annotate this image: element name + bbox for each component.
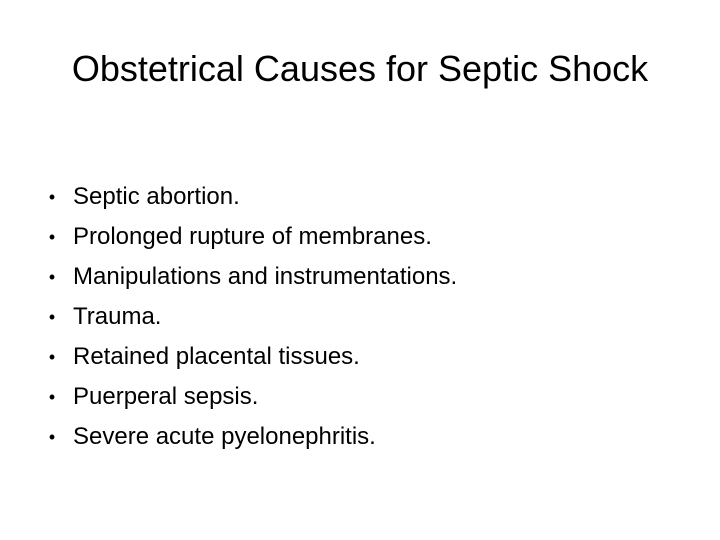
bullet-icon: • (48, 347, 56, 367)
bullet-icon: • (48, 387, 56, 407)
bullet-text: Prolonged rupture of membranes. (73, 223, 432, 250)
bullet-text: Septic abortion. (73, 183, 240, 210)
bullet-icon: • (48, 427, 56, 447)
bullet-text: Trauma. (73, 303, 162, 330)
bullet-text: Manipulations and instrumentations. (73, 263, 458, 290)
bullet-icon: • (48, 267, 56, 287)
bullet-text: Retained placental tissues. (73, 343, 360, 370)
bullet-text: Severe acute pyelonephritis. (73, 423, 376, 450)
slide-title: Obstetrical Causes for Septic Shock (71, 48, 649, 89)
bullet-icon: • (48, 227, 56, 247)
bullet-icon: • (48, 187, 56, 207)
bullet-text: Puerperal sepsis. (73, 383, 259, 410)
bullet-icon: • (48, 307, 56, 327)
